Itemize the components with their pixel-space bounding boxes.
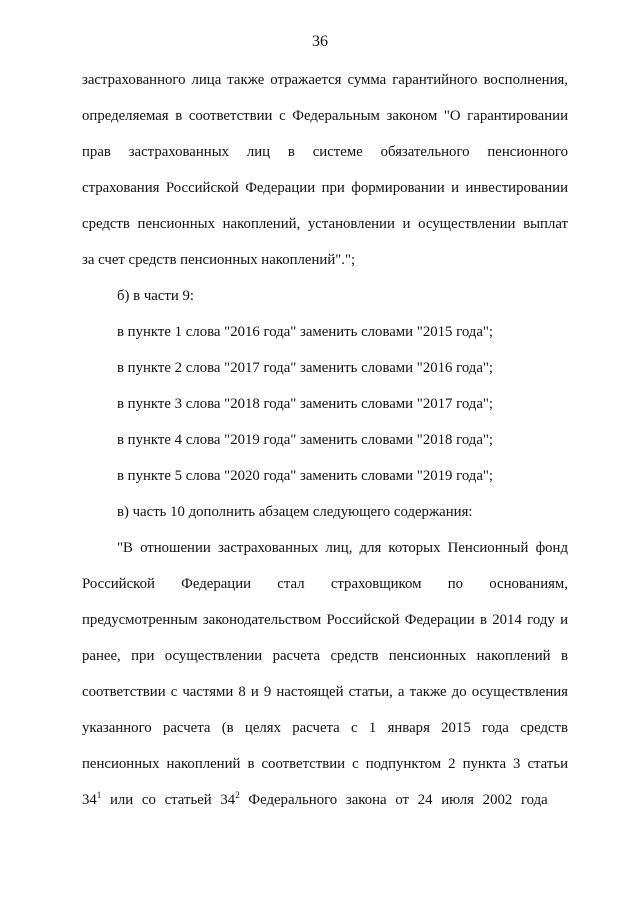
text-line: определяемая в соответствии с Федеральным законом "О гарантировании xyxy=(82,108,568,124)
text-line: в пункте 4 слова "2019 года" заменить словами "2018 года"; xyxy=(117,432,494,448)
text-line: прав застрахованных лиц в системе обязательного пенсионного xyxy=(82,144,568,160)
text-fragment: 34 xyxy=(82,792,97,808)
text-line: в пункте 2 слова "2017 года" заменить словами "2016 года"; xyxy=(117,360,494,376)
text-line: в пункте 3 слова "2018 года" заменить словами "2017 года"; xyxy=(117,396,494,412)
text-line: "В отношении застрахованных лиц, для которых Пенсионный фонд xyxy=(117,540,568,556)
page-number: 36 xyxy=(312,33,328,50)
text-line: пенсионных накоплений в соответствии с подпунктом 2 пункта 3 статьи xyxy=(82,756,568,772)
text-line: б) в части 9: xyxy=(117,288,195,304)
superscript: 2 xyxy=(235,790,240,801)
text-line: страхования Российской Федерации при формировании и инвестировании xyxy=(82,180,568,196)
text-fragment: Федерального закона от 24 июля 2002 года xyxy=(239,792,548,808)
superscript: 1 xyxy=(96,790,102,801)
text-line: указанного расчета (в целях расчета с 1 января 2015 года средств xyxy=(82,720,568,736)
text-line: предусмотренным законодательством Российской Федерации в 2014 году и xyxy=(82,612,568,628)
text-line: соответствии с частями 8 и 9 настоящей статьи, а также до осуществления xyxy=(82,684,568,700)
text-fragment: или со статьей 34 xyxy=(101,792,236,808)
text-line: средств пенсионных накоплений, установлении и осуществлении выплат xyxy=(82,216,568,232)
text-line: застрахованного лица также отражается сумма гарантийного восполнения, xyxy=(82,72,568,88)
text-line: в) часть 10 дополнить абзацем следующего содержания: xyxy=(117,504,473,520)
text-line: Российской Федерации стал страховщиком по основаниям, xyxy=(82,576,568,592)
text-line: за счет средств пенсионных накоплений"."; xyxy=(82,252,356,268)
text-line: ранее, при осуществлении расчета средств пенсионных накоплений в xyxy=(82,648,568,664)
text-line: в пункте 5 слова "2020 года" заменить словами "2019 года"; xyxy=(117,468,494,484)
text-line-last xyxy=(82,790,568,810)
text-line: в пункте 1 слова "2016 года" заменить словами "2015 года"; xyxy=(117,324,494,340)
